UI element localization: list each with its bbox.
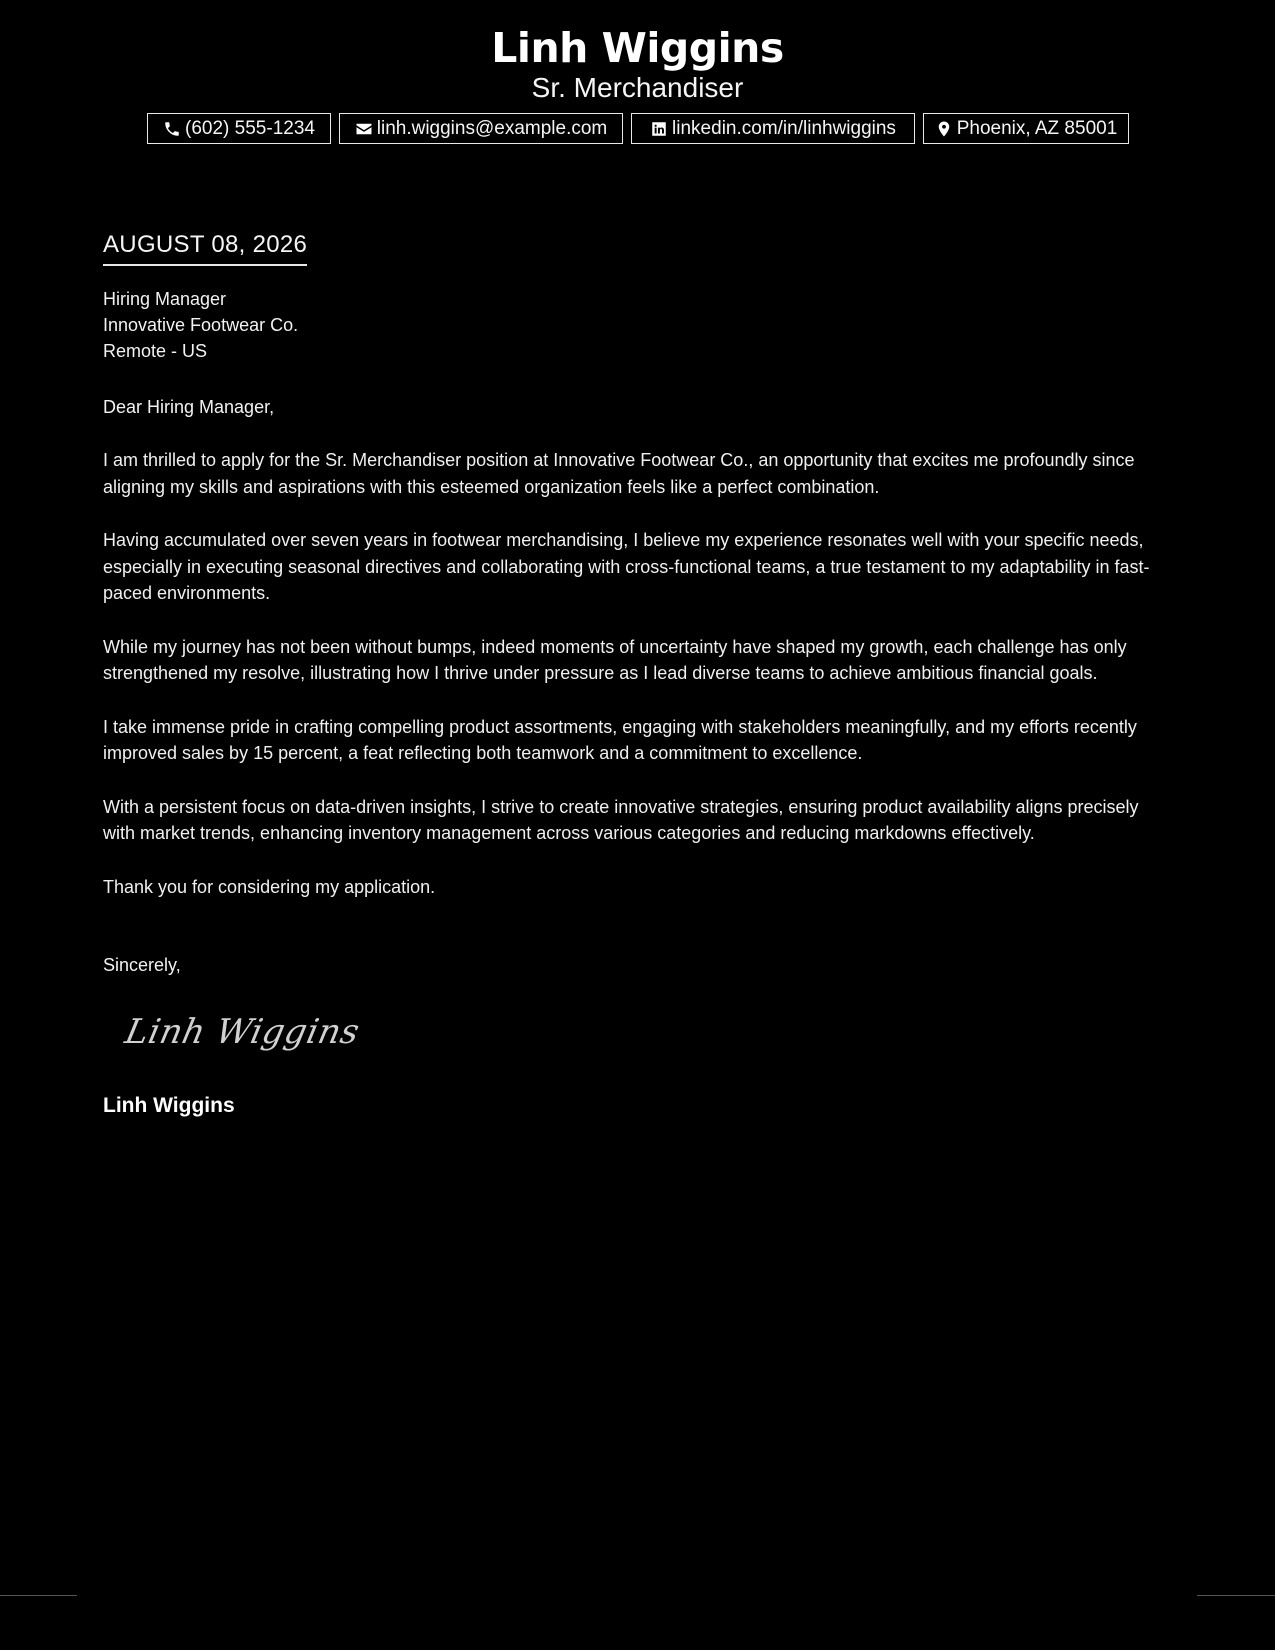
contact-email-text: linh.wiggins@example.com bbox=[376, 117, 608, 139]
contact-linkedin-text: linkedin.com/in/linhwiggins bbox=[672, 117, 896, 139]
paragraph-4: I take immense pride in crafting compelling product assortments, engaging with stakeholders meaningfully, and my efforts recently improved sales by 15 percent, a feat reflecting both teamwork and a commitment to excellence. bbox=[103, 716, 1137, 763]
paragraph-2: Having accumulated over seven years in footwear merchandising, I believe my experience resonates well with your specific needs, especially in executing seasonal directives and collaborating with cross-functional teams, a true testament to my adaptability in fast-paced environments. bbox=[103, 530, 1150, 603]
contact-location bbox=[923, 113, 1129, 144]
paragraph-6: Thank you for considering my application. bbox=[103, 876, 436, 897]
paragraph-3: While my journey has not been without bumps, indeed moments of uncertainty have shaped my growth, each challenge has only strengthened my resolve, illustrating how I thrive under pressure as I lead diverse teams to achieve ambitious financial goals. bbox=[103, 636, 1127, 683]
paragraph-1: I am thrilled to apply for the Sr. Merchandiser position at Innovative Footwear Co., an opportunity that excites me profoundly since aligning my skills and aspirations with this esteemed organization feels like a perfect combination. bbox=[103, 450, 1135, 497]
footer-divider-right bbox=[1197, 1595, 1275, 1596]
phone-icon bbox=[162, 119, 182, 139]
letter-date: AUGUST 08, 2026 bbox=[103, 228, 307, 266]
linkedin-icon bbox=[649, 119, 669, 139]
contact-location-text: Phoenix, AZ 85001 bbox=[956, 117, 1118, 139]
contact-phone[interactable] bbox=[147, 113, 331, 144]
handwritten-signature: Linh Wiggins bbox=[121, 1012, 364, 1052]
recipient-block bbox=[103, 286, 1175, 364]
envelope-icon bbox=[354, 119, 374, 139]
paragraph-5: With a persistent focus on data-driven insights, I strive to create innovative strategies, ensuring product availability aligns precisely with market trends, enhancing inventory management across various categories and reducing markdowns effectively. bbox=[103, 796, 1139, 843]
recipient-company: Innovative Footwear Co. bbox=[103, 315, 299, 335]
contact-phone-text: (602) 555-1234 bbox=[185, 117, 315, 139]
map-marker-icon bbox=[934, 119, 954, 139]
applicant-name: Linh Wiggins bbox=[491, 24, 784, 72]
recipient-location: Remote - US bbox=[103, 341, 208, 361]
closing: Sincerely, bbox=[103, 955, 181, 975]
footer-divider-left bbox=[0, 1595, 77, 1596]
letter-body bbox=[103, 228, 1175, 1120]
contact-linkedin[interactable] bbox=[631, 113, 915, 144]
applicant-title: Sr. Merchandiser bbox=[531, 72, 744, 103]
contact-email[interactable] bbox=[339, 113, 623, 144]
recipient-name: Hiring Manager bbox=[103, 289, 227, 309]
salutation: Dear Hiring Manager, bbox=[103, 397, 275, 417]
signer-name: Linh Wiggins bbox=[103, 1094, 235, 1117]
contact-bar bbox=[0, 113, 1275, 144]
